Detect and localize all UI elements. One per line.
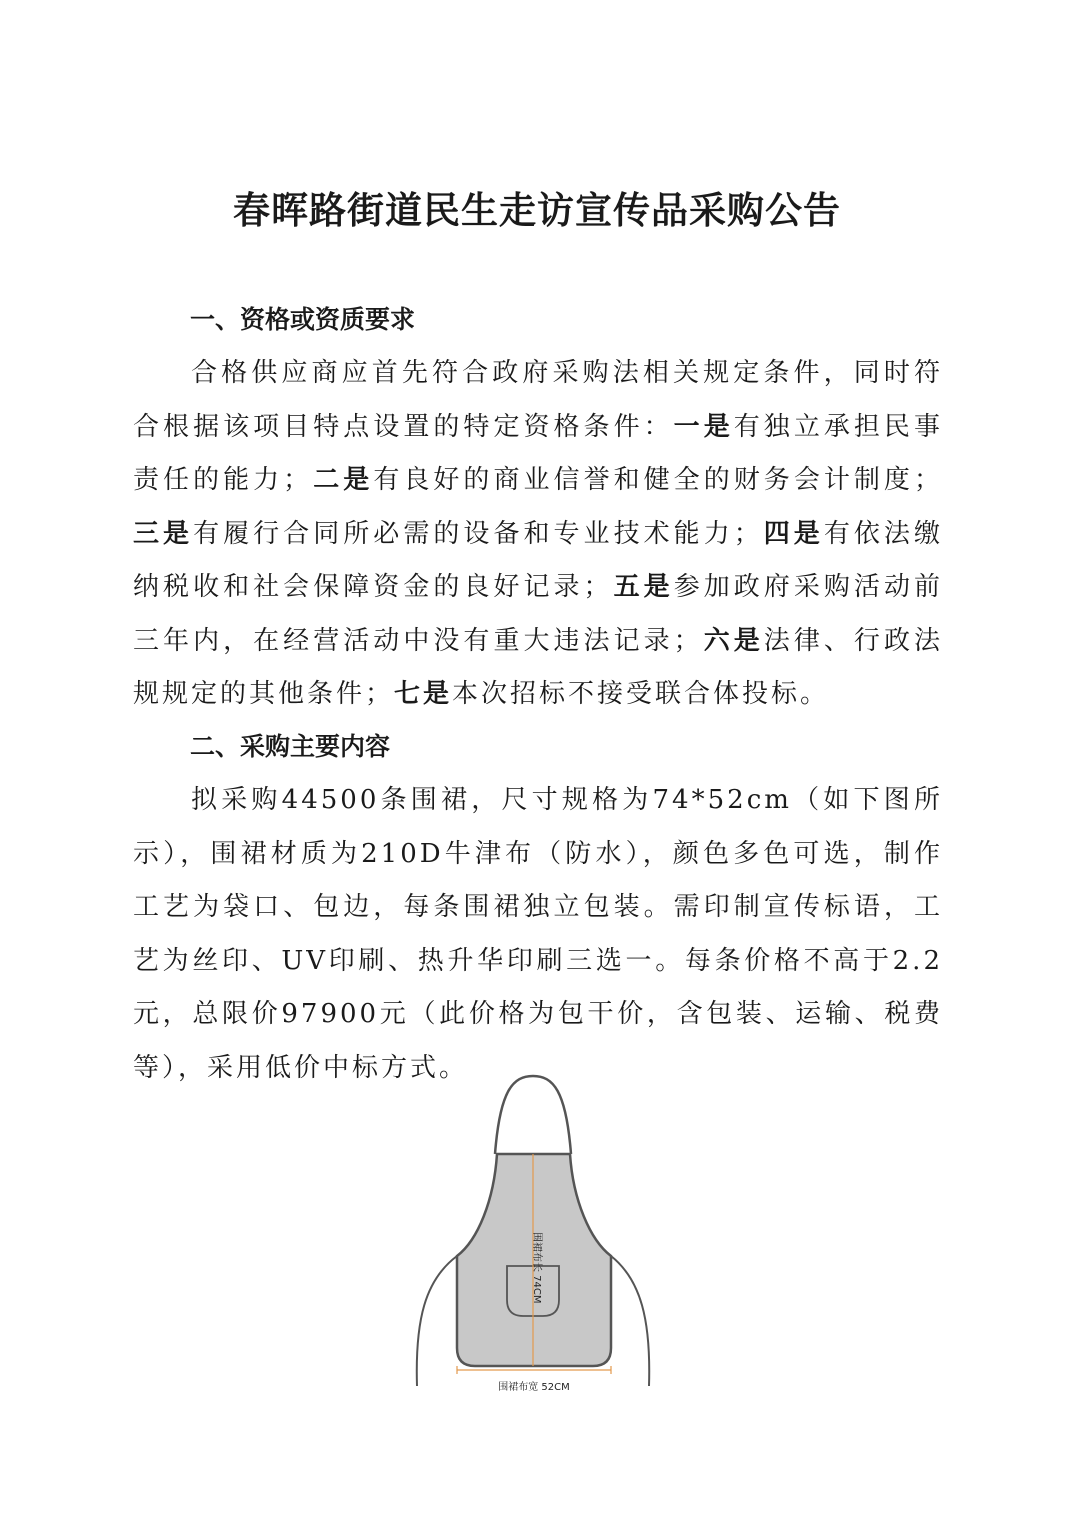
item-text: 本次招标不接受联合体投标。 [452, 679, 830, 709]
item-label: 五是 [612, 572, 674, 602]
item-label: 三是 [133, 518, 194, 549]
section2-heading: 二、采购主要内容 [190, 732, 391, 761]
item-text: 有履行合同所必需的设备和专业技术能力； [193, 518, 763, 549]
item-label: 六是 [702, 625, 764, 656]
apron-left-tie [417, 1256, 457, 1386]
item-label: 一是 [673, 411, 734, 442]
item-label: 四是 [762, 518, 824, 549]
qualification-intro: 合格供应商应首先符合政府采购法相关规定条件，同时符合根据该项目特点设置的特定资格条件： [133, 358, 943, 442]
item-text: 参加政府采购活动前三年内，在经营活动中没有重大违法记录； [133, 572, 943, 656]
apron-drawing [405, 1070, 655, 1400]
item-text: 有独立承担民事责任的能力； [133, 411, 943, 495]
page-title: 春晖路街道民生走访宣传品采购公告 [233, 188, 841, 232]
item-text: 法律、行政法规规定的其他条件； [133, 625, 943, 709]
width-label: 围裙布宽 52CM [498, 1382, 570, 1393]
apron-right-tie [611, 1256, 649, 1386]
length-label: 围裙布长 74CM [531, 1232, 542, 1304]
procurement-paragraph: 拟采购44500条围裙，尺寸规格为74*52cm（如下图所示），围裙材质为210D牛津布（防水），颜色多色可选，制作工艺为袋口、包边，每条围裙独立包装。需印制宣传标语，工艺为丝印、UV印刷、热升华印刷三选一。每条价格不高于2.2元，总限价97900元（此价格为包干价，含包装、运输、税费等），采用低价中标方式。 [133, 785, 943, 1083]
apron-diagram [405, 1070, 655, 1400]
qualification-paragraph [133, 347, 943, 722]
item-text: 有依法缴纳税收和社会保障资金的良好记录； [133, 518, 943, 602]
item-label: 七是 [394, 679, 453, 709]
section1-heading: 一、资格或资质要求 [190, 305, 416, 334]
item-text: 有良好的商业信誉和健全的财务会计制度； [373, 465, 943, 495]
apron-neck-strap [495, 1076, 571, 1154]
item-label: 二是 [312, 465, 374, 495]
